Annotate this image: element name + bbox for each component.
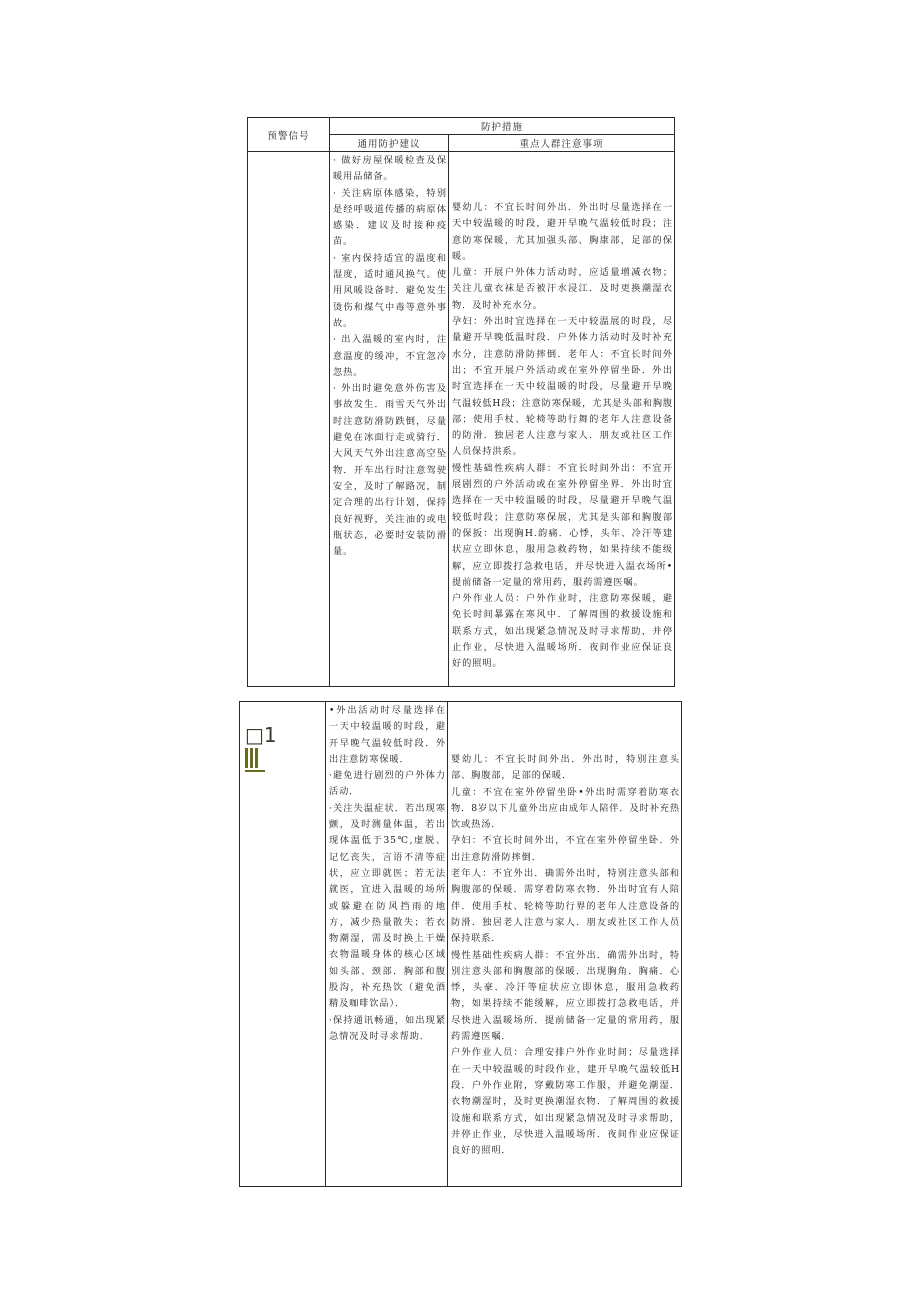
- key-groups-cell: [448, 702, 682, 1187]
- header-key-groups: 重点人群注意事项: [449, 135, 675, 152]
- key-item: 户外作业人员：合理安排户外作业时间；尽量选择在一天中较温暖的时段作业，建开早晚气温较低H段．户外作业附，穿戴防寒工作服，并避免潮湿．衣物潮湿时，及时更换潮湿衣物．了解周围的救援设施和联系方式，如出现紧急情况及时寻求帮助，并停止作业，尽快进入温暖场所．夜间作业应保证良好的照明．: [451, 1047, 680, 1157]
- key-groups-cell: [449, 152, 675, 687]
- general-item: · 关注病原体感染，特别是经呼吸道传播的病原体感染．建议及时接种疫苗。: [333, 187, 447, 248]
- key-item: 慢性基础性疾病人群：不宜长时间外出：不宜开展剧烈的户外活动或在室外停留坐界．外出时宜选择在一天中较温暖的时段，尽量避开早晚气温较低时段；注意防寒保展，尤其是头部和胸腹部的保扳：出现胸H.韵痛．心悸，头年、冷汗等建状应立即休息，服用急救药物，如果持续不能级解，应立即拨打急救电话，并尽快进入温衣场所•提前储备一定量的常用药，服药需遵医嘱。: [452, 462, 674, 588]
- general-item: · 室内保持适宜的温度和湿度，适时通风换气。使用风暖设备时．避免发生烫伤和煤气中毒等意外事故。: [333, 252, 447, 329]
- signal-bars-icon: [245, 748, 285, 768]
- general-item: · 出入温暖的室内时，注意温度的缓冲，不宜忽冷忽热。: [333, 334, 447, 378]
- general-advice-cell: [330, 152, 449, 687]
- key-item: 户外作业人员：户外作业时，注意防寒保暖，避免长时间暴露在寒风中．了解周围的救援设施和联系方式，如出现紧急情况及时寻求帮助，并停止作业，尽快进入温暖场所．夜间作业应保证良好的照明。: [452, 593, 674, 670]
- warning-table-2: [239, 701, 682, 1187]
- general-item: •外出活动时尽量选择在一天中较温暖的时段，避开早晚气温较低时段．外出注意防寒保暖．: [329, 705, 446, 765]
- key-item: 儿童：不宜在室外停留坐卧•外出时需穿着防寒衣物．8岁以下儿童外出应由成年人陪伴．及时补充热饮或热汤．: [451, 786, 680, 831]
- key-item: 老年人：不宜外出．确需外出时，特别注意头部和胸腹部的保暖．需穿着防寒衣物．外出时宜有人陪伴．使用手杖、轮椅等助行界的老年人注意设备的防滑．独居老人注意与家人．朋友或社区工作人员保持联系．: [451, 868, 680, 945]
- signal-cell: [248, 152, 330, 687]
- header-signal: 预警信号: [248, 118, 330, 152]
- general-item: ·避免进行剧烈的户外体力活动．: [329, 770, 446, 798]
- key-item: 孕妇：外出时宜选择在一天中较温展的时段，尽量避开早晚低温时段．户外体力活动时及时补充水分，注意防滑防摔倒．老年人：不宜长时间外出；不宜开展户外活动或在室外停留坐卧．外出时宜选择在一天中较温暖的时段，尽量避开早晚气温较低H段；注意防寒保暖，尤其是头部和胸腹部；使用手杖、轮椅等助行舞的老年人注意设备的防滑．独居老人注意与家人．朋友或社区工作人员保持洪系。: [452, 316, 674, 458]
- general-item: · 外出时避免意外伤害及事故发生．雨雪天气外出时注意防滑防跌倒，尽量避免在冰面行走或骑行．大风天气外出注意高空坠物．开车出行时注意驾驶安全，及时了解路况，制定合理的出行计划，保持良好视野，关注油的或电瓶状态，必要时安装防滑量。: [333, 383, 447, 558]
- key-item: 慢性基础性疾病人群：不宜外出．确需外出时，特别注意头部和胸腹部的保暖．出现胸角．胸痛．心悸，头豪．冷汗等症状应立即休息，服用急救药物，如果持续不能缓解，应立即拨打急救电话，并尽快进入温暖场所．提前储备一定量的常用药，服药需遵医嘱．: [451, 949, 680, 1043]
- general-item: ·保持通讯畅通，如出现紧急情况及时寻求帮助．: [329, 1014, 446, 1042]
- warning-table-1: [247, 117, 675, 687]
- key-item: 婴幼儿：不宜长时间外出．外出时尽量选择在一天中较温暖的时段，避开早晚气温较低时段；注意防寒保暖，尤其加强头部、胸康部，足部的保暖。: [452, 202, 674, 262]
- warning-signal-icon: [245, 725, 285, 775]
- header-measures: 防护措施: [330, 118, 675, 135]
- key-item: 婴幼儿：不宜长时间外出．外出时，特别注意头部、胸腹部，足部的保暖．: [451, 754, 680, 782]
- key-item: 孕妇：不宜长时间外出，不宜在室外停留坐卧．外出注意防滑防摔倒．: [451, 835, 680, 863]
- signal-text: □1: [245, 723, 277, 747]
- general-item: ·关注失温症状．若出现寒颤，及时测量体温，若出现体温低于35℃,虚脱、记忆丧失，言语不清等症状，应立即就医；若无法就医，宜进入温暖的场所或躲避在防风挡雨的地方，减少热量散失；若衣物潮湿，需及时换上干燥衣物温暖身体的核心区域如头部、颈部．胸部和腹股沟，补充热饮（避免酒精及咖啡饮品）．: [329, 802, 446, 1010]
- general-advice-cell: [326, 702, 448, 1187]
- general-item: · 做好房屋保暖检查及保暖用品储备。: [333, 155, 447, 183]
- header-general: 通用防护建议: [330, 135, 449, 152]
- key-item: 儿童：开展户外体力活动时，应适量增减衣物；关注儿童衣袜是否被汗水浸江．及时更换潮湿衣物．及时补充水分。: [452, 267, 674, 311]
